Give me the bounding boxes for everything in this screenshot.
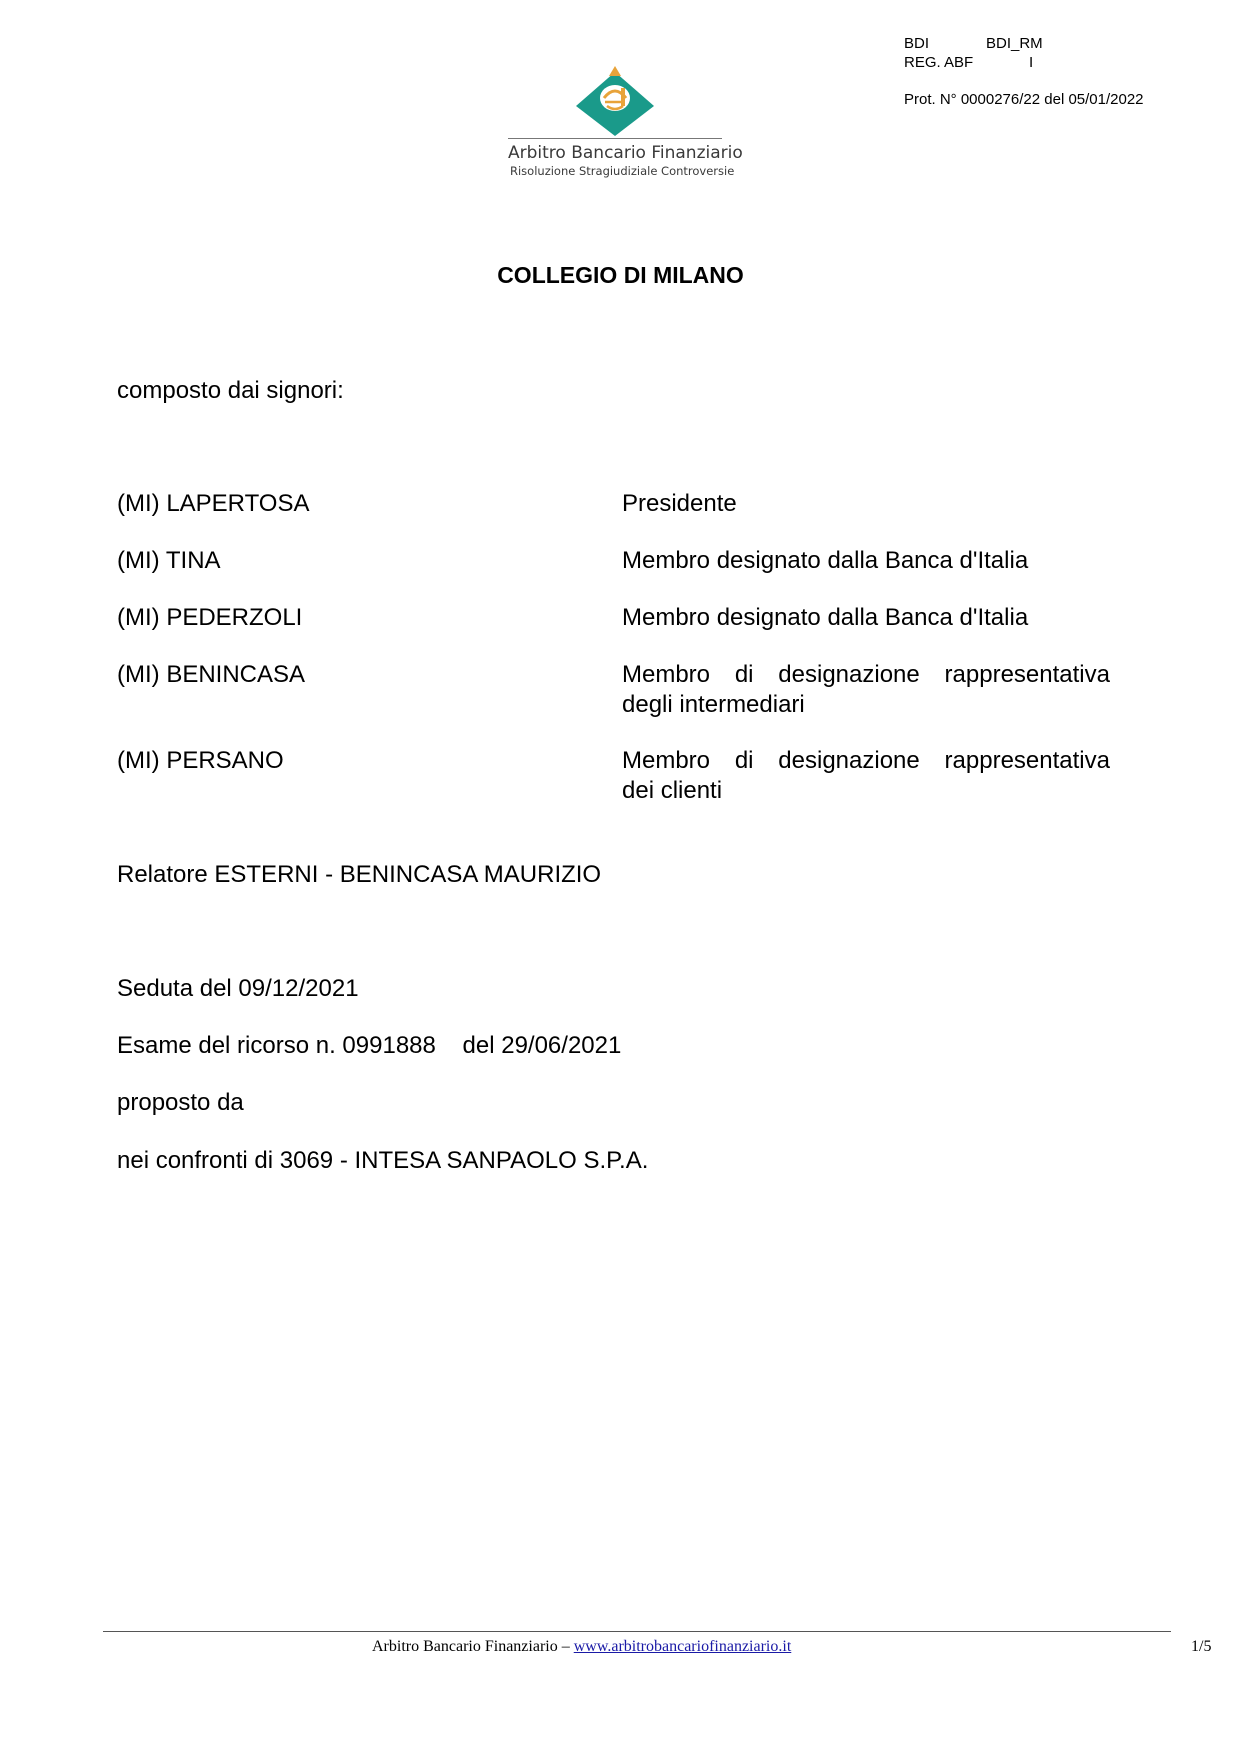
member-role [622, 546, 1110, 576]
relatore: Relatore ESTERNI - BENINCASA MAURIZIO [117, 861, 602, 888]
member-name: (MI) TINA [117, 547, 221, 574]
member-role [622, 489, 1110, 519]
footer-prefix: Arbitro Bancario Finanziario – [372, 1638, 574, 1655]
logo-tagline: Risoluzione Stragiudiziale Controversie [510, 164, 735, 178]
logo-emblem [574, 64, 656, 136]
member-role-line: Membro designato dalla Banca d'Italia [622, 604, 1029, 631]
footer-link[interactable]: www.arbitrobancariofinanziario.it [573, 1638, 792, 1655]
member-name: (MI) PEDERZOLI [117, 604, 303, 631]
member-role [622, 746, 1110, 806]
member-role [622, 660, 1110, 720]
footer-text [372, 1638, 791, 1656]
logo-rule [508, 138, 722, 139]
member-name: (MI) LAPERTOSA [117, 490, 310, 517]
member-role [622, 603, 1110, 633]
member-role-line: degli intermediari [622, 691, 805, 718]
esame-ricorso: Esame del ricorso n. 0991888 del 29/06/2021 [117, 1032, 622, 1059]
footer-divider [103, 1631, 1171, 1632]
member-role-line: Membro di designazione rappresentativa [622, 747, 1110, 774]
header-protocol: Prot. N° 0000276/22 del 05/01/2022 [904, 91, 1144, 108]
logo-icon [574, 64, 656, 136]
header-bdi-value: BDI_RM [986, 35, 1043, 52]
member-role-line: Membro designato dalla Banca d'Italia [622, 547, 1029, 574]
seduta: Seduta del 09/12/2021 [117, 975, 359, 1002]
proposto-da: proposto da [117, 1089, 244, 1116]
member-role-line: dei clienti [622, 777, 723, 804]
page-number: 1/5 [1191, 1638, 1212, 1655]
member-name: (MI) BENINCASA [117, 661, 306, 688]
member-name: (MI) PERSANO [117, 747, 284, 774]
logo-name: Arbitro Bancario Finanziario [508, 143, 743, 163]
header-reg-value: I [1029, 54, 1034, 71]
header-bdi-label: BDI [904, 35, 930, 52]
member-role-line: Presidente [622, 490, 737, 517]
header-reg-label: REG. ABF [904, 54, 974, 71]
page-title: COLLEGIO DI MILANO [497, 262, 744, 288]
nei-confronti: nei confronti di 3069 - INTESA SANPAOLO S.P.A. [117, 1147, 649, 1174]
member-role-line: Membro di designazione rappresentativa [622, 661, 1110, 688]
composed-by: composto dai signori: [117, 377, 344, 404]
